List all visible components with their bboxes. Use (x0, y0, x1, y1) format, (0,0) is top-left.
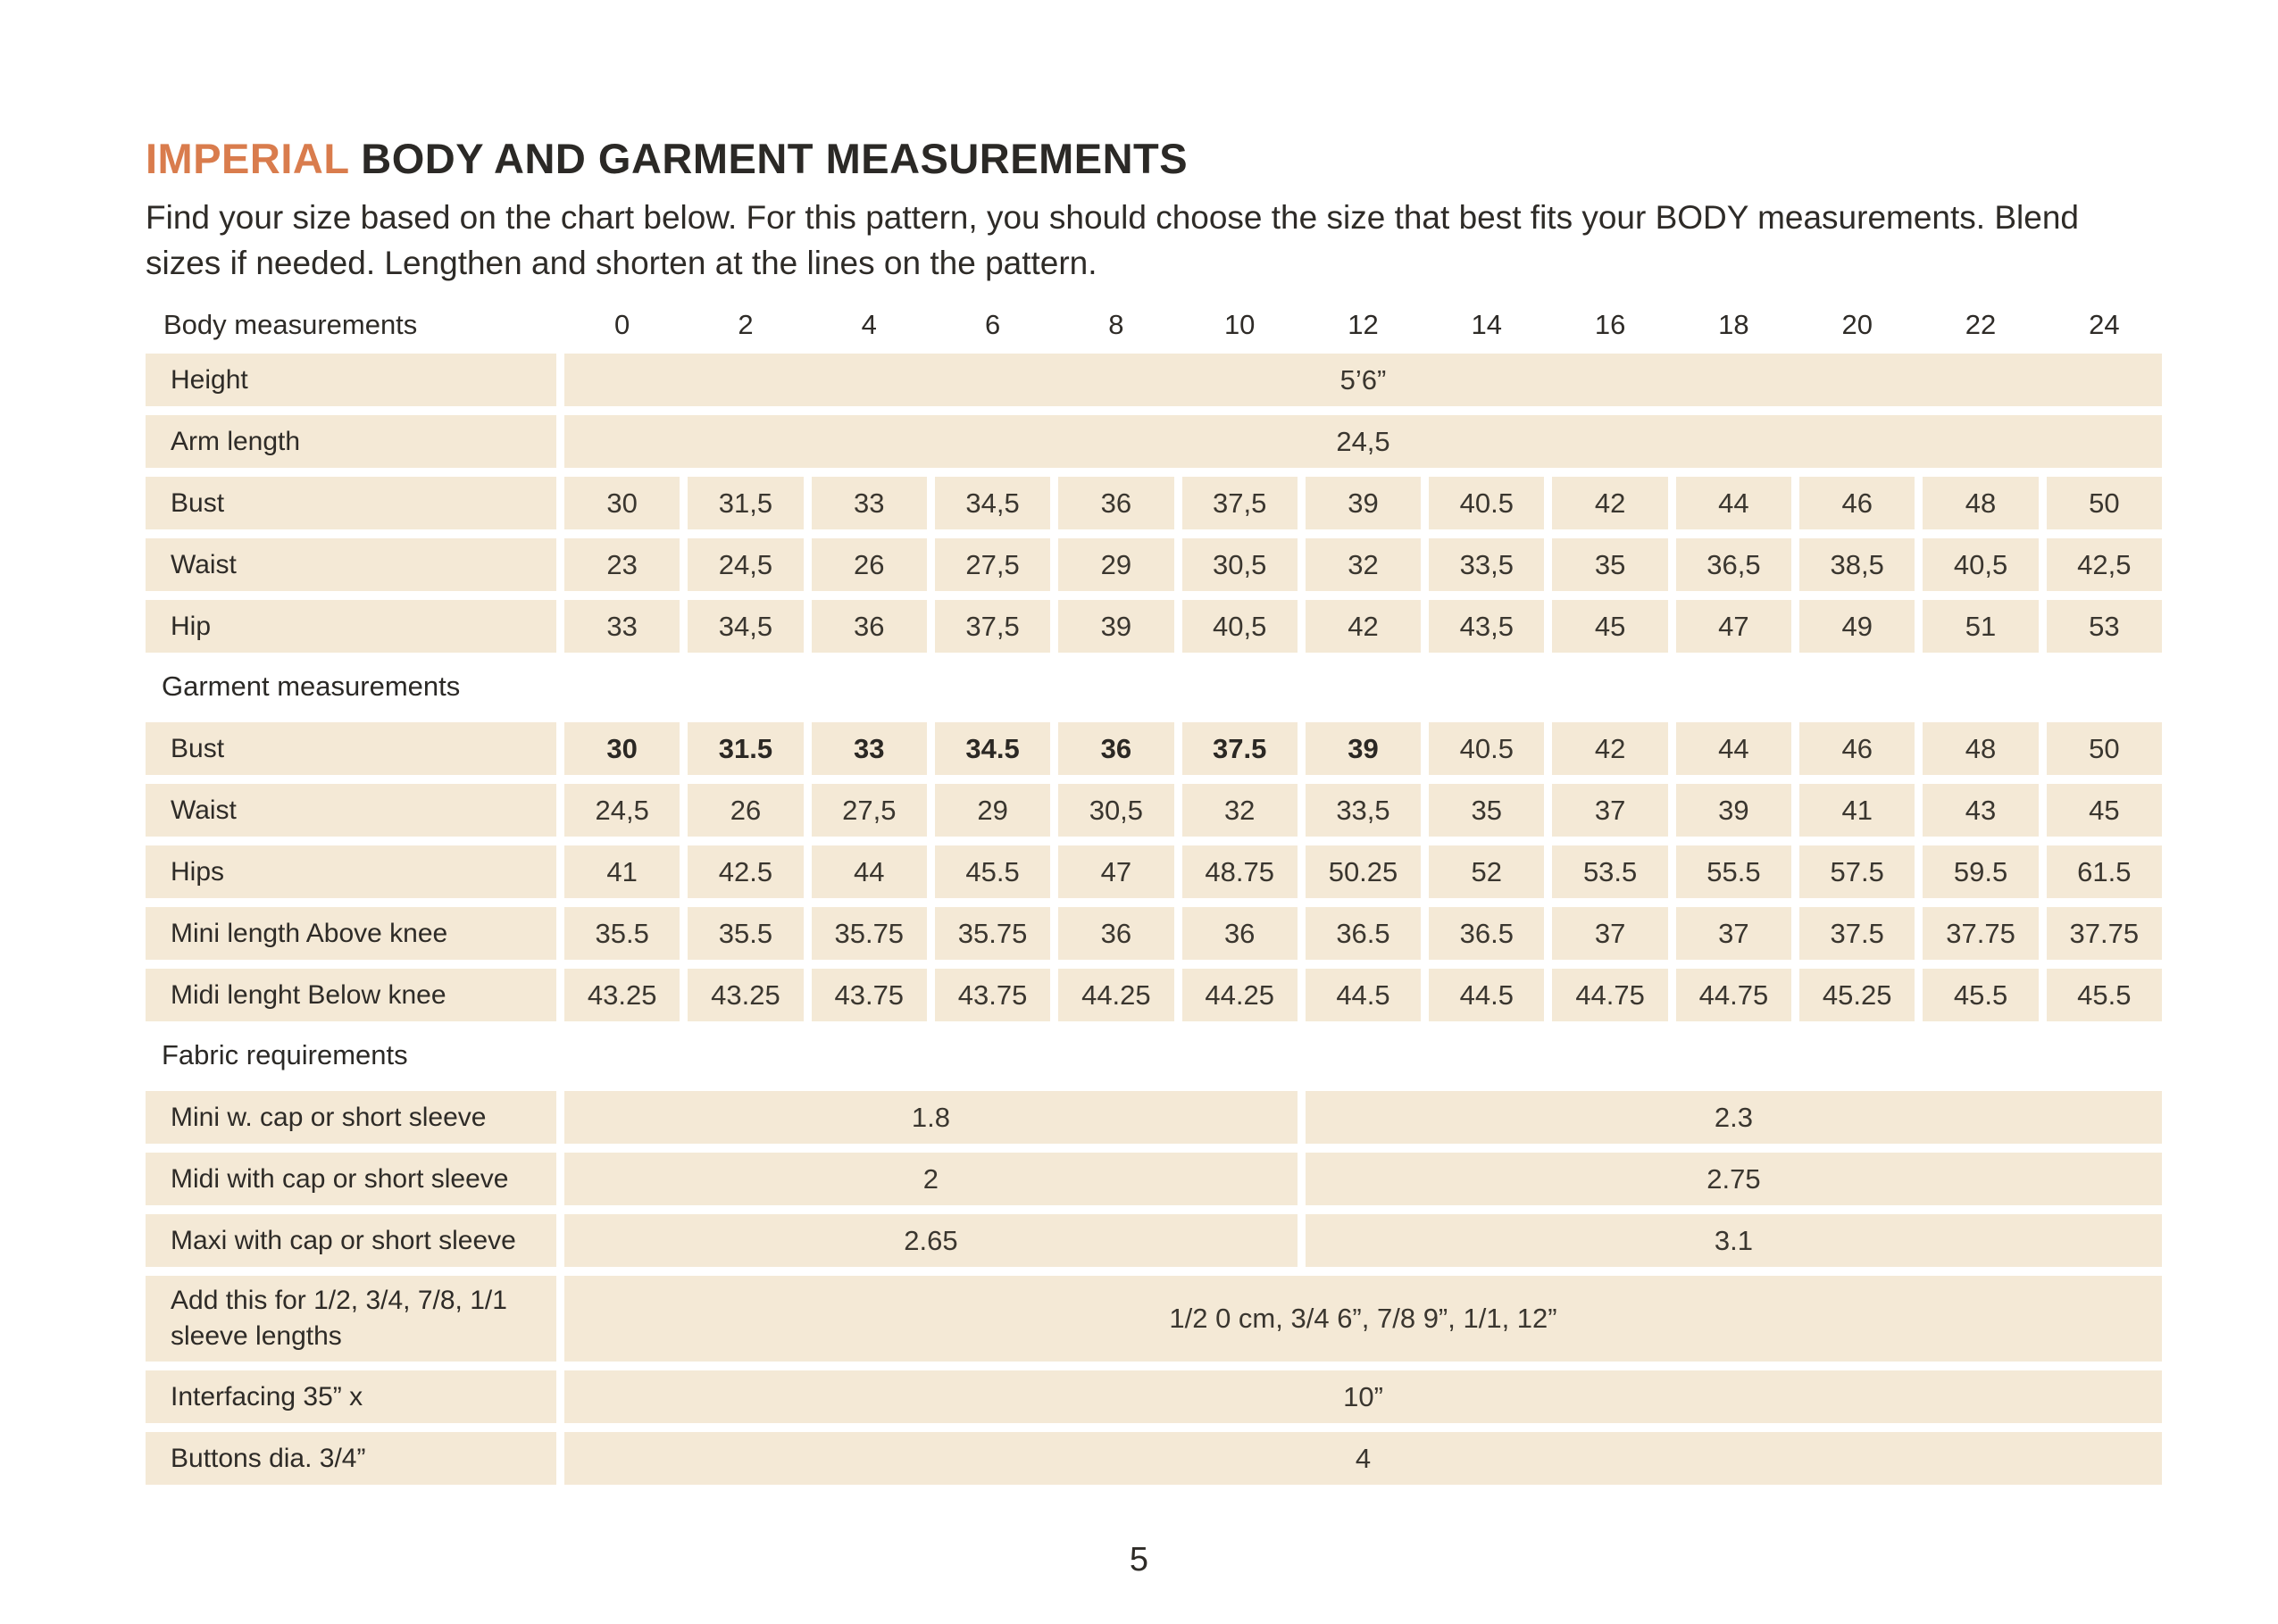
row-label: Bust (146, 722, 556, 775)
value-cell: 23 (564, 538, 680, 591)
value-cell: 47 (1058, 845, 1173, 898)
value-cell: 50 (2047, 722, 2162, 775)
value-cell: 30,5 (1058, 784, 1173, 837)
value-cell: 45.5 (1923, 969, 2038, 1021)
value-cell: 34,5 (935, 477, 1050, 529)
value-cell: 35 (1552, 538, 1667, 591)
row-label: Hip (146, 600, 556, 653)
size-header-row (146, 309, 2162, 341)
value-cell: 43.25 (564, 969, 680, 1021)
row-label: Add this for 1/2, 3/4, 7/8, 1/1 sleeve lengths (146, 1276, 556, 1362)
value-cell: 57.5 (1799, 845, 1915, 898)
value-cell: 36 (1058, 477, 1173, 529)
value-cell: 46 (1799, 722, 1915, 775)
value-cell: 39 (1676, 784, 1791, 837)
value-cell: 24,5 (688, 538, 803, 591)
table-row (146, 415, 2162, 468)
size-column-header: 8 (1108, 309, 1124, 340)
value-cell: 43,5 (1429, 600, 1544, 653)
value-cell: 27,5 (812, 784, 927, 837)
value-cell: 31.5 (688, 722, 803, 775)
size-column-header: 6 (984, 309, 1001, 340)
size-column-header: 4 (861, 309, 877, 340)
row-label: Arm length (146, 415, 556, 468)
value-cell: 44.25 (1182, 969, 1298, 1021)
merged-value-cell: 5’6” (564, 354, 2162, 406)
value-cell: 48 (1923, 477, 2038, 529)
value-cell: 37,5 (1182, 477, 1298, 529)
size-column-header: 22 (1965, 309, 1997, 340)
table-row (146, 722, 2162, 775)
value-cell: 45 (1552, 600, 1667, 653)
value-cell: 40,5 (1923, 538, 2038, 591)
size-column-header: 16 (1594, 309, 1626, 340)
value-cell: 35.75 (935, 907, 1050, 960)
row-label: Height (146, 354, 556, 406)
value-cell: 30,5 (1182, 538, 1298, 591)
table-body (146, 354, 2162, 1485)
value-cell: 33,5 (1306, 784, 1421, 837)
value-cell: 43.25 (688, 969, 803, 1021)
value-cell: 37.5 (1799, 907, 1915, 960)
value-cell: 37.5 (1182, 722, 1298, 775)
value-cell: 42 (1552, 477, 1667, 529)
value-cell: 40.5 (1429, 477, 1544, 529)
value-cell: 37 (1552, 784, 1667, 837)
table-row (146, 1276, 2162, 1362)
value-cell: 46 (1799, 477, 1915, 529)
value-cell: 29 (1058, 538, 1173, 591)
table-row (146, 1370, 2162, 1423)
value-cell: 37 (1676, 907, 1791, 960)
split-right-value: 3.1 (1306, 1214, 2162, 1267)
value-cell: 49 (1799, 600, 1915, 653)
row-label: Hips (146, 845, 556, 898)
value-cell: 38,5 (1799, 538, 1915, 591)
split-left-value: 2 (564, 1153, 1298, 1205)
value-cell: 50.25 (1306, 845, 1421, 898)
value-cell: 52 (1429, 845, 1544, 898)
value-cell: 30 (564, 477, 680, 529)
size-column-header: 18 (1718, 309, 1749, 340)
value-cell: 44.75 (1676, 969, 1791, 1021)
value-cell: 44.25 (1058, 969, 1173, 1021)
value-cell: 33 (812, 477, 927, 529)
table-row (146, 600, 2162, 653)
value-cell: 53.5 (1552, 845, 1667, 898)
table-row (146, 907, 2162, 960)
size-header-label: Body measurements (163, 309, 418, 340)
size-column-header: 10 (1223, 309, 1256, 340)
table-row (146, 1153, 2162, 1205)
page-subtitle: Find your size based on the chart below. For this pattern, you should choose the size that best fits your BODY measurements. Blend sizes if needed. Lengthen and shorten at the lines on the pattern. (146, 199, 2079, 281)
value-cell: 37.75 (2047, 907, 2162, 960)
row-label: Buttons dia. 3/4” (146, 1432, 556, 1485)
title-highlight: IMPERIAL (146, 135, 349, 182)
value-cell: 45.5 (2047, 969, 2162, 1021)
value-cell: 44 (812, 845, 927, 898)
table-row (146, 1432, 2162, 1485)
page-number: 5 (1129, 1541, 1149, 1578)
value-cell: 43 (1923, 784, 2038, 837)
split-right-value: 2.3 (1306, 1091, 2162, 1144)
value-cell: 53 (2047, 600, 2162, 653)
value-cell: 26 (812, 538, 927, 591)
merged-value-cell: 24,5 (564, 415, 2162, 468)
value-cell: 35.5 (688, 907, 803, 960)
value-cell: 36 (1182, 907, 1298, 960)
split-right-value: 2.75 (1306, 1153, 2162, 1205)
section-heading: Garment measurements (162, 670, 461, 702)
row-label: Maxi with cap or short sleeve (146, 1214, 556, 1267)
value-cell: 33,5 (1429, 538, 1544, 591)
value-cell: 36 (1058, 907, 1173, 960)
title-rest: BODY AND GARMENT MEASUREMENTS (348, 135, 1189, 182)
value-cell: 45 (2047, 784, 2162, 837)
row-label: Mini w. cap or short sleeve (146, 1091, 556, 1144)
row-label: Waist (146, 784, 556, 837)
value-cell: 35.5 (564, 907, 680, 960)
table-row (146, 477, 2162, 529)
value-cell: 55.5 (1676, 845, 1791, 898)
merged-value-cell: 10” (564, 1370, 2162, 1423)
table-row (146, 784, 2162, 837)
value-cell: 36 (1058, 722, 1173, 775)
table-row (146, 538, 2162, 591)
table-row (146, 1214, 2162, 1267)
value-cell: 35.75 (812, 907, 927, 960)
value-cell: 59.5 (1923, 845, 2038, 898)
row-label: Midi lenght Below knee (146, 969, 556, 1021)
value-cell: 41 (564, 845, 680, 898)
value-cell: 43.75 (935, 969, 1050, 1021)
value-cell: 43.75 (812, 969, 927, 1021)
value-cell: 61.5 (2047, 845, 2162, 898)
measurement-chart-page (146, 134, 2162, 1494)
value-cell: 42 (1552, 722, 1667, 775)
size-column-header: 14 (1471, 309, 1503, 340)
value-cell: 44.5 (1429, 969, 1544, 1021)
value-cell: 39 (1058, 600, 1173, 653)
value-cell: 44 (1676, 722, 1791, 775)
table-row (146, 354, 2162, 406)
value-cell: 34.5 (935, 722, 1050, 775)
section-heading: Fabric requirements (162, 1039, 408, 1070)
merged-value-cell: 1/2 0 cm, 3/4 6”, 7/8 9”, 1/1, 12” (564, 1276, 2162, 1362)
value-cell: 37 (1552, 907, 1667, 960)
value-cell: 29 (935, 784, 1050, 837)
value-cell: 35 (1429, 784, 1544, 837)
size-column-header: 12 (1348, 309, 1379, 340)
value-cell: 48.75 (1182, 845, 1298, 898)
value-cell: 47 (1676, 600, 1791, 653)
split-left-value: 2.65 (564, 1214, 1298, 1267)
value-cell: 41 (1799, 784, 1915, 837)
value-cell: 45.25 (1799, 969, 1915, 1021)
value-cell: 32 (1182, 784, 1298, 837)
value-cell: 51 (1923, 600, 2038, 653)
value-cell: 26 (688, 784, 803, 837)
value-cell: 39 (1306, 477, 1421, 529)
size-column-header: 20 (1841, 309, 1873, 340)
table-row (146, 845, 2162, 898)
table-row (146, 969, 2162, 1021)
value-cell: 34,5 (688, 600, 803, 653)
value-cell: 37.75 (1923, 907, 2038, 960)
row-label: Bust (146, 477, 556, 529)
value-cell: 24,5 (564, 784, 680, 837)
page-title (146, 134, 2162, 184)
value-cell: 44 (1676, 477, 1791, 529)
value-cell: 50 (2047, 477, 2162, 529)
value-cell: 32 (1306, 538, 1421, 591)
value-cell: 42 (1306, 600, 1421, 653)
value-cell: 48 (1923, 722, 2038, 775)
value-cell: 39 (1306, 722, 1421, 775)
size-column-header: 0 (614, 309, 630, 340)
value-cell: 36,5 (1676, 538, 1791, 591)
value-cell: 33 (812, 722, 927, 775)
merged-value-cell: 4 (564, 1432, 2162, 1485)
value-cell: 37,5 (935, 600, 1050, 653)
row-label: Waist (146, 538, 556, 591)
value-cell: 42.5 (688, 845, 803, 898)
row-label: Interfacing 35” x (146, 1370, 556, 1423)
value-cell: 27,5 (935, 538, 1050, 591)
value-cell: 31,5 (688, 477, 803, 529)
table-row (146, 1091, 2162, 1144)
value-cell: 40,5 (1182, 600, 1298, 653)
size-column-header: 2 (738, 309, 754, 340)
value-cell: 36.5 (1306, 907, 1421, 960)
value-cell: 33 (564, 600, 680, 653)
split-left-value: 1.8 (564, 1091, 1298, 1144)
size-column-header: 24 (2089, 309, 2120, 340)
value-cell: 44.75 (1552, 969, 1667, 1021)
value-cell: 40.5 (1429, 722, 1544, 775)
value-cell: 36.5 (1429, 907, 1544, 960)
row-label: Mini length Above knee (146, 907, 556, 960)
value-cell: 44.5 (1306, 969, 1421, 1021)
value-cell: 36 (812, 600, 927, 653)
row-label: Midi with cap or short sleeve (146, 1153, 556, 1205)
value-cell: 42,5 (2047, 538, 2162, 591)
value-cell: 30 (564, 722, 680, 775)
value-cell: 45.5 (935, 845, 1050, 898)
